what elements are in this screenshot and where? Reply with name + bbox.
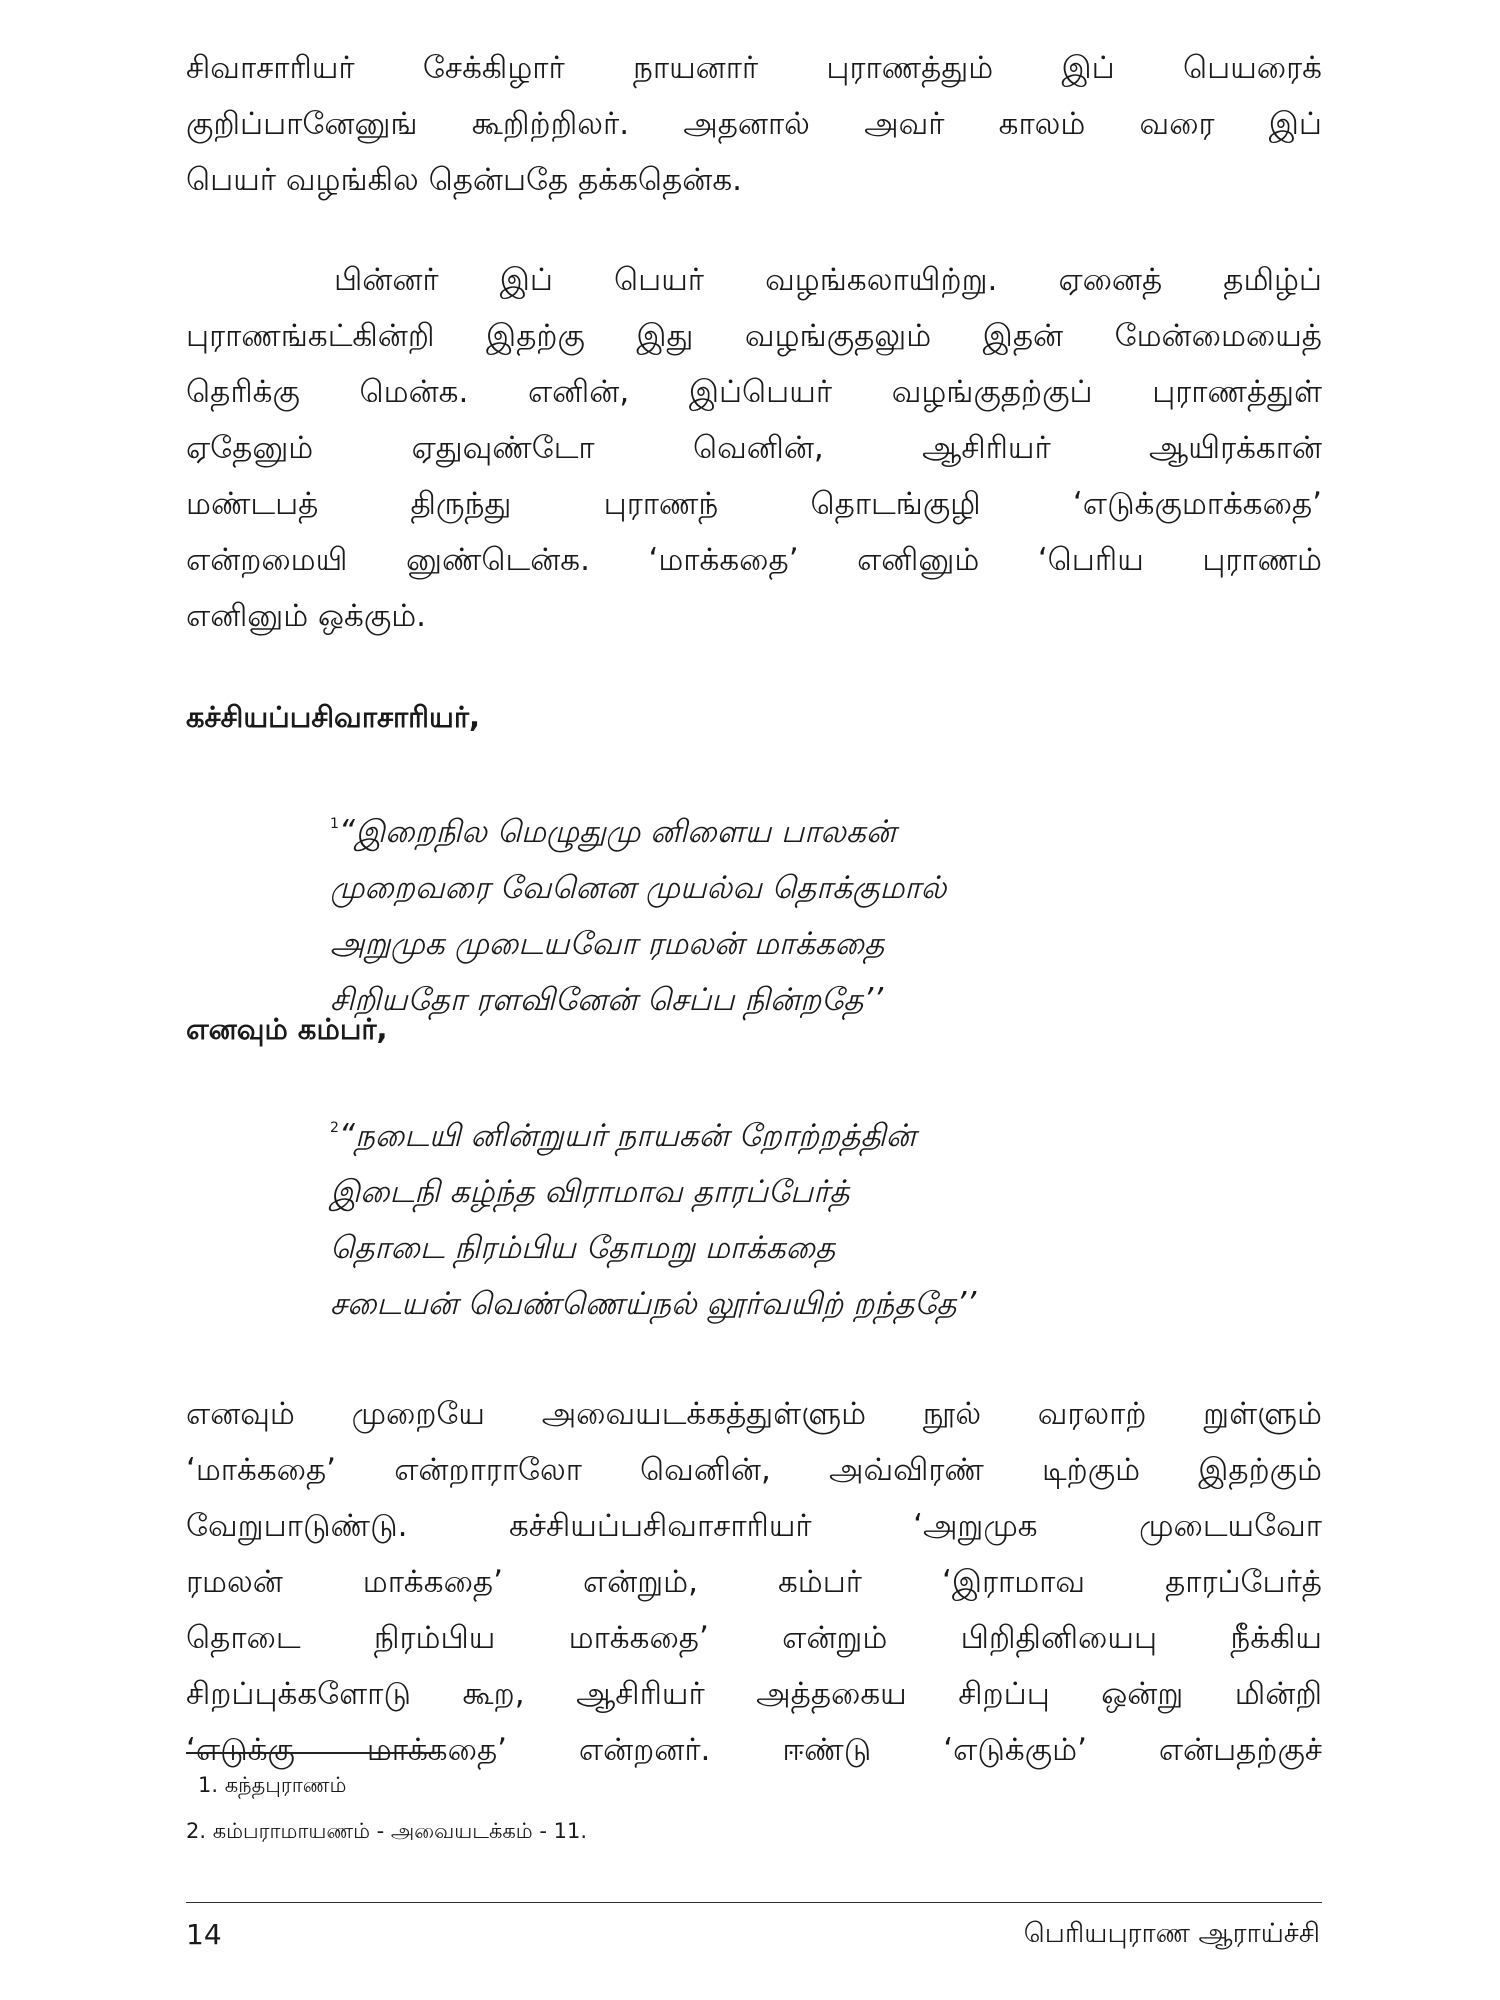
text-line: தெரிக்கு மென்க. எனின், இப்பெயர் வழங்குதற்குப் புராணத்துள்	[186, 374, 1322, 410]
paragraph-1	[186, 40, 1322, 208]
text-line: ரமலன் மாக்கதை’ என்றும், கம்பர் ‘இராமாவ தாரப்பேர்த்	[186, 1564, 1322, 1600]
verse-2	[330, 1100, 976, 1332]
verse-line: சடையன் வெண்ணெய்நல் லூர்வயிற் றந்ததே’’	[330, 1286, 977, 1322]
verse-1	[330, 796, 946, 1028]
footnote-marker: 1	[330, 816, 339, 832]
text-line: சிறப்புக்களோடு கூற, ஆசிரியர் அத்தகைய சிறப்பு ஒன்று மின்றி	[186, 1676, 1322, 1712]
verse-line: தொடை நிரம்பிய தோமறு மாக்கதை	[330, 1230, 836, 1266]
section-heading-kambar: எனவும் கம்பர்,	[186, 1012, 388, 1046]
page-number: 14	[186, 1918, 222, 1951]
paragraph-2	[186, 252, 1322, 644]
footnote-item: 1. கந்தபுராணம்	[198, 1773, 347, 1797]
paragraph-3	[186, 1386, 1322, 1778]
text-line: மண்டபத் திருந்து புராணந் தொடங்குழி ‘எடுக்குமாக்கதை’	[186, 486, 1322, 522]
footnote-separator	[186, 1752, 436, 1754]
verse-line: அறுமுக முடையவோ ரமலன் மாக்கதை	[330, 926, 885, 962]
footnote-marker: 2	[330, 1120, 339, 1136]
section-heading-kachiyappa: கச்சியப்பசிவாசாரியர்,	[186, 700, 481, 734]
text-line: எனவும் முறையே அவையடக்கத்துள்ளும் நூல் வரலாற் றுள்ளும்	[186, 1396, 1322, 1432]
running-title: பெரியபுராண ஆராய்ச்சி	[1023, 1918, 1320, 1949]
text-line: பெயர் வழங்கில தென்பதே தக்கதென்க.	[186, 162, 743, 198]
text-line: என்றமையி னுண்டென்க. ‘மாக்கதை’ எனினும் ‘பெரிய புராணம்	[186, 542, 1322, 578]
text-line: பின்னர் இப் பெயர் வழங்கலாயிற்று. ஏனைத் தமிழ்ப்	[334, 262, 1322, 298]
footer-rule	[186, 1902, 1322, 1903]
verse-line	[330, 796, 946, 860]
text-line: வேறுபாடுண்டு. கச்சியப்பசிவாசாரியர் ‘அறுமுக முடையவோ	[186, 1508, 1322, 1544]
text-line: ஏதேனும் ஏதுவுண்டோ வெனின், ஆசிரியர் ஆயிரக்கான்	[186, 430, 1322, 466]
footnotes	[186, 1762, 587, 1854]
text-line: ‘மாக்கதை’ என்றாராலோ வெனின், அவ்விரண் டிற்கும் இதற்கும்	[186, 1452, 1322, 1488]
verse-line: சிறியதோ ரளவினேன் செப்ப நின்றதே’’	[330, 982, 884, 1018]
text-line: தொடை நிரம்பிய மாக்கதை’ என்றும் பிறிதினியைபு நீக்கிய	[186, 1620, 1322, 1656]
verse-line-text: “நடையி னின்றுயர் நாயகன் றோற்றத்தின்	[338, 1118, 916, 1154]
text-line: குறிப்பானேனுங் கூறிற்றிலர். அதனால் அவர் காலம் வரை இப்	[186, 106, 1322, 142]
verse-line-text: “இறைநில மெழுதுமு னிளைய பாலகன்	[338, 814, 896, 850]
text-line: சிவாசாரியர் சேக்கிழார் நாயனார் புராணத்தும் இப் பெயரைக்	[186, 50, 1322, 86]
text-line: புராணங்கட்கின்றி இதற்கு இது வழங்குதலும் இதன் மேன்மையைத்	[186, 318, 1322, 354]
text-line: எனினும் ஒக்கும்.	[186, 598, 427, 634]
footnote-item: 2. கம்பராமாயணம் - அவையடக்கம் - 11.	[186, 1819, 588, 1843]
verse-line: முறைவரை வேனென முயல்வ தொக்குமால்	[330, 870, 947, 906]
verse-line: இடைநி கழ்ந்த விராமாவ தாரப்பேர்த்	[330, 1174, 850, 1210]
verse-line	[330, 1100, 976, 1164]
text-line: ‘எடுக்கு மாக்கதை’ என்றனர். ஈண்டு ‘எடுக்கும்’ என்பதற்குச்	[186, 1732, 1322, 1768]
